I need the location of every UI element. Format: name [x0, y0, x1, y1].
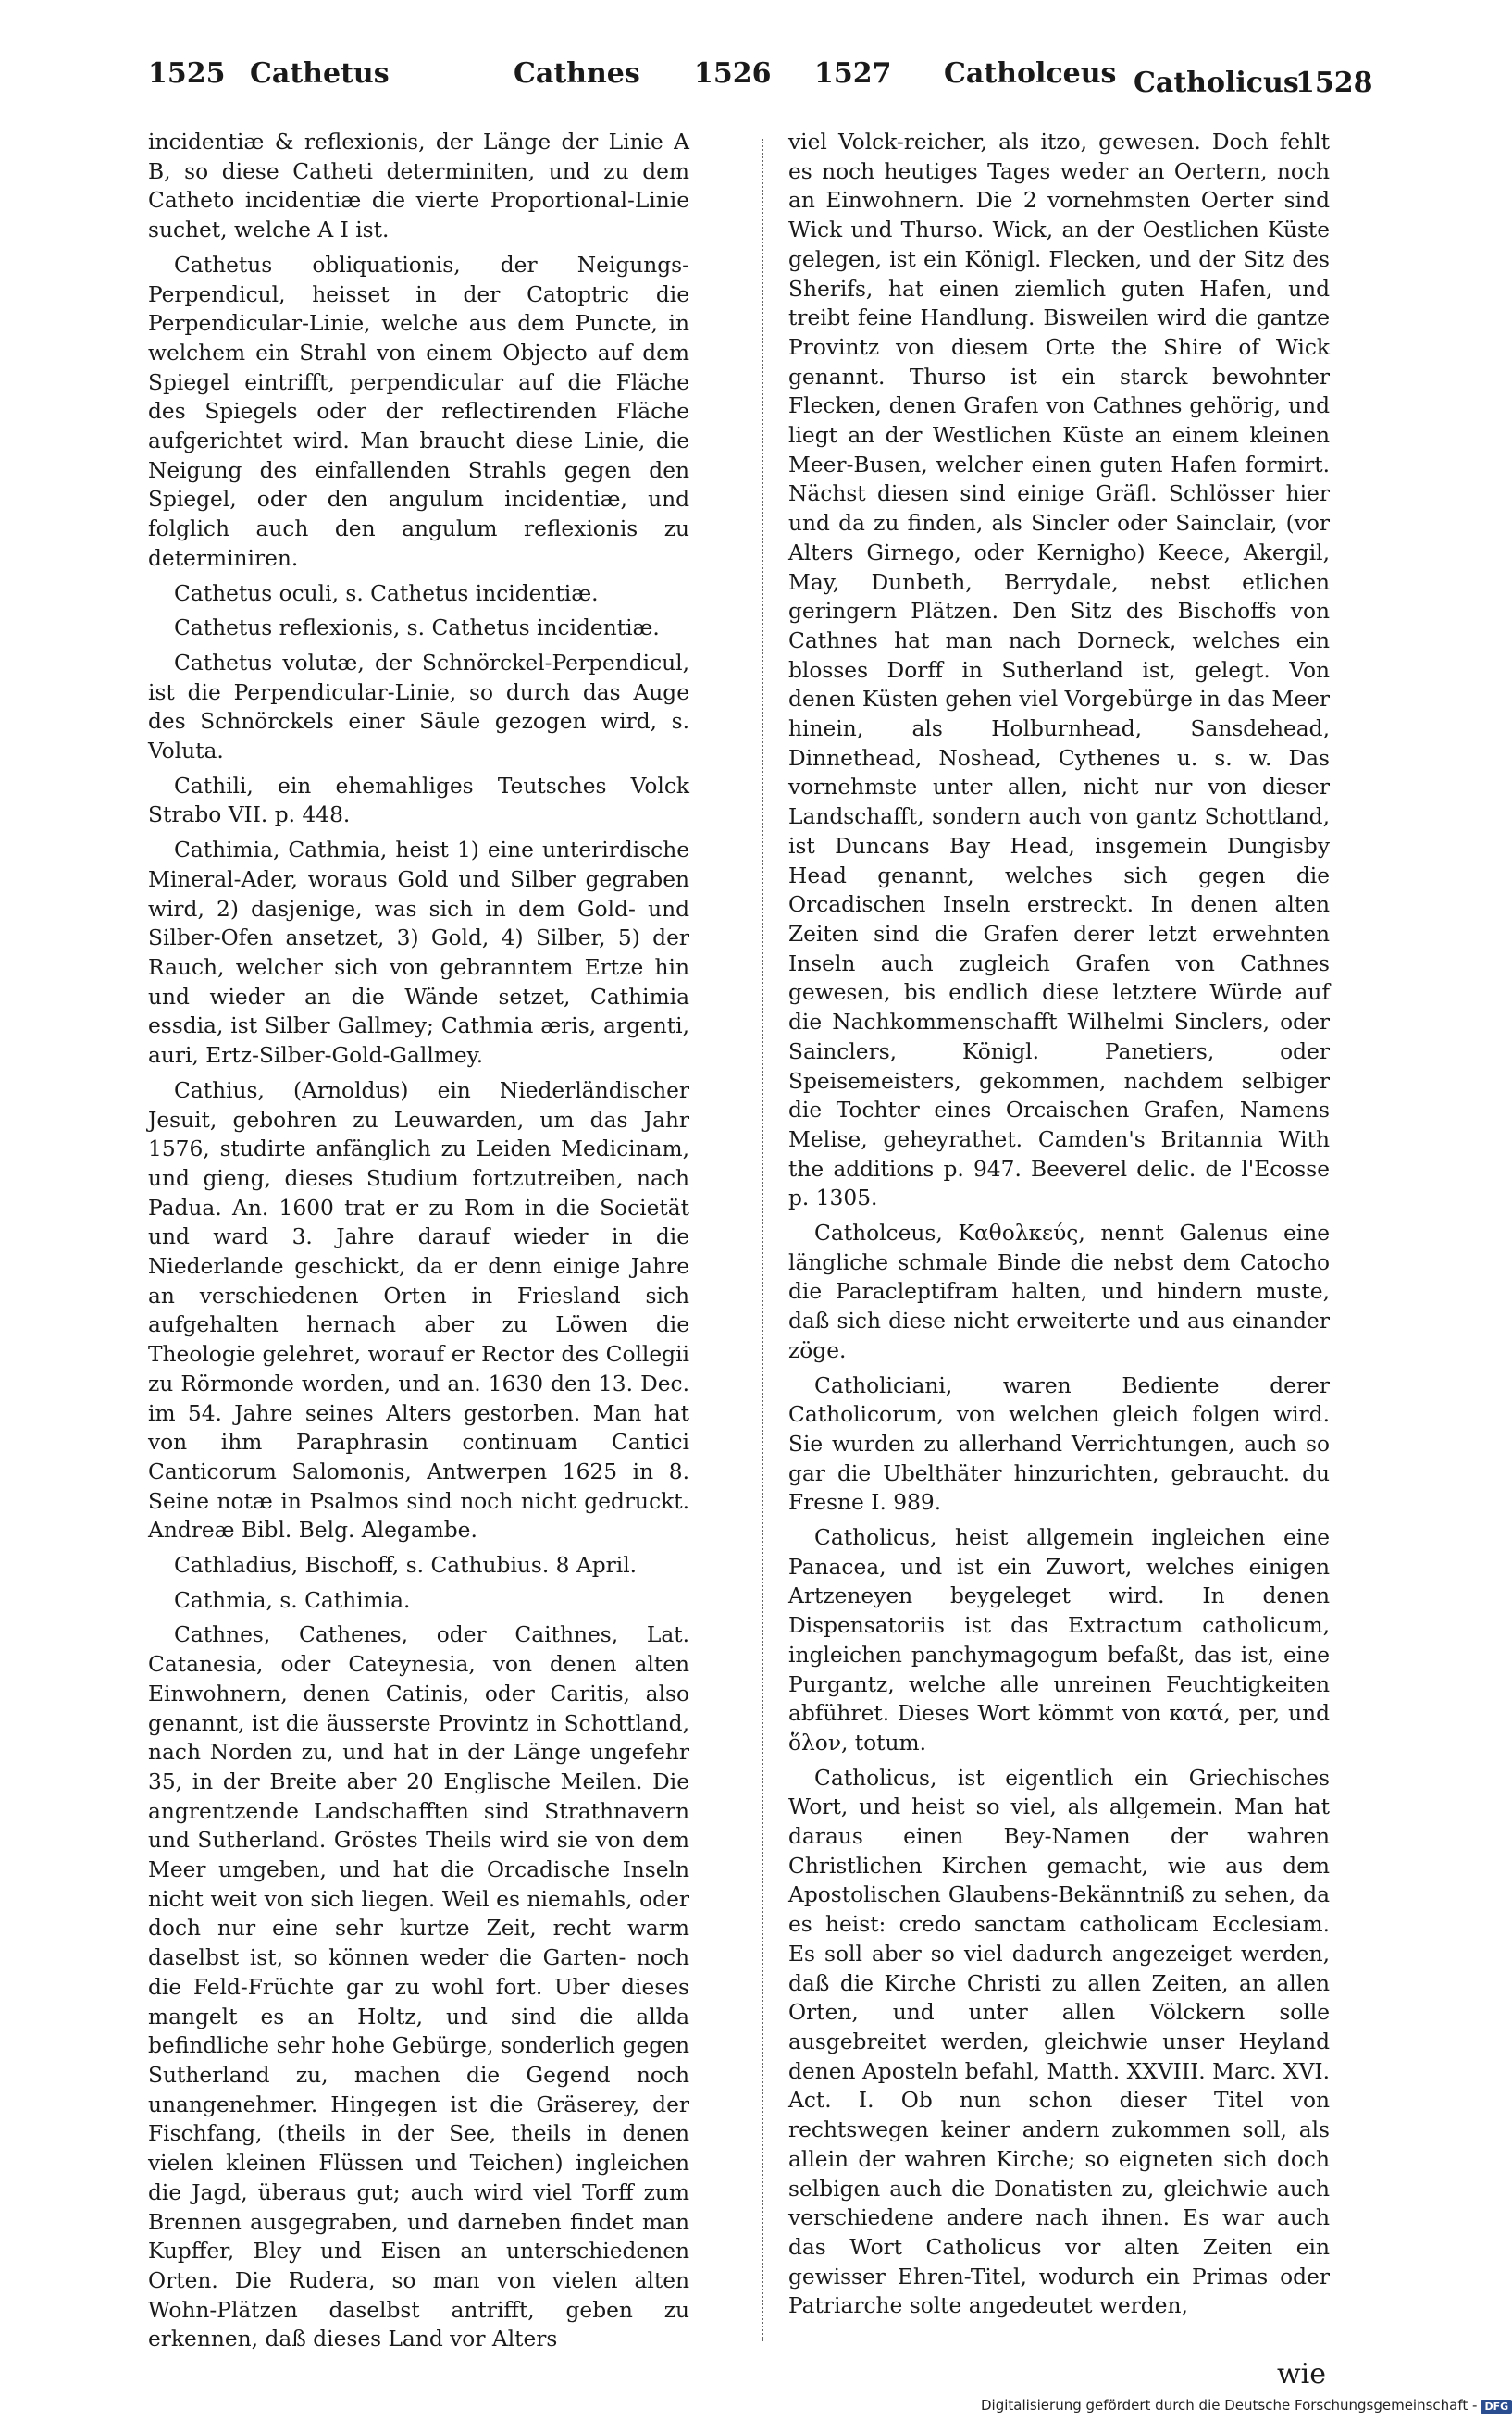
- running-header: [148, 57, 1373, 113]
- column-divider: [762, 139, 763, 2341]
- header-word-mid2: Catholceus: [944, 57, 1117, 90]
- dfg-logo: DFG: [1481, 2400, 1512, 2414]
- page-number-mid2: 1527: [814, 57, 892, 90]
- entry-paragraph: Cathladius, Bischoff, s. Cathubius. 8 April.: [174, 1553, 638, 1579]
- entry-paragraph: Cathius, (Arnoldus) ein Niederländischer Jesuit, gebohren zu Leuwarden, um das Jahr 1576, studirte anfänglich zu Leiden Medicinam, und gieng, dieses Studium fortzutreiben, nach Padua. An. 1600 trat er zu Rom in die Societät und ward 3. Jahre darauf wieder in die Niederlande geschickt, da er denn einige Jahre an verschiedenen Orten in Friesland sich aufgehalten hernach aber zu Löwen die Theologie gelehret, worauf er Rector des Collegii zu Rörmonde worden, und an. 1630 den 13. Dec. im 54. Jahre seines Alters gestorben. Man hat von ihm Paraphrasin continuam Cantici Canticorum Salomonis, Antwerpen 1625 in 8. Seine notæ in Psalmos sind noch nicht gedruckt. Andreæ Bibl. Belg. Alegambe.: [148, 1077, 689, 1544]
- entry-paragraph: Cathnes, Cathenes, oder Caithnes, Lat. Catanesia, oder Cateynesia, von denen alten Einwohnern, denen Catinis, oder Caritis, also genannt, ist die äusserste Provintz in Schottland, nach Norden zu, und hat in der Länge ungefehr 35, in der Breite aber 20 Englische Meilen. Die angrentzende Landschafften sind Strathnavern und Sutherland. Gröstes Theils wird sie von dem Meer umgeben, und hat die Orcadische Inseln nicht weit von sich liegen. Weil es niemahls, oder doch nur eine sehr kurtze Zeit, recht warm daselbst ist, so können weder die Garten- noch die Feld-Früchte gar zu wohl fort. Uber dieses mangelt es an Holtz, und sind die allda befindliche sehr hohe Gebürge, sonderlich gegen Sutherland zu, machen die Gegend noch unangenehmer. Hingegen ist die Gräserey, der Fischfang, (theils in der See, theils in denen vielen kleinen Flüssen und Teichen) ingleichen die Jagd, überaus gut; auch wird viel Torff zum Brennen ausgegraben, und darneben findet man Kupffer, Bley und Eisen an unterschiedenen Orten. Die Rudera, so man von vielen alten Wohn-Plätzen daselbst antrifft, geben zu erkennen, daß dieses Land vor Alters: [148, 1622, 689, 2352]
- entry-paragraph: Cathetus obliquationis, der Neigungs-Perpendicul, heisset in der Catoptric die Perpendicular-Linie, welche aus dem Puncte, in welchem ein Strahl von einem Objecto auf dem Spiegel eintrifft, perpendicular auf die Fläche des Spiegels oder der reflectirenden Fläche aufgerichtet wird. Man braucht diese Linie, die Neigung des einfallenden Strahls gegen den Spiegel, oder den angulum incidentiæ, und folglich auch den angulum reflexionis zu determiniren.: [148, 252, 689, 571]
- entry-paragraph: Cathmia, s. Cathimia.: [174, 1587, 411, 1613]
- entry-paragraph: Catholiciani, waren Bediente derer Catholicorum, von welchen gleich folgen wird. Sie wurden zu allerhand Verrichtungen, auch so gar die Ubelthäter hinzurichten, gebraucht. du Fresne I. 989.: [788, 1372, 1330, 1516]
- catchword: wie: [1277, 2358, 1327, 2390]
- entry-paragraph: Cathetus reflexionis, s. Cathetus incidentiæ.: [174, 615, 660, 641]
- entry-paragraph: Cathetus oculi, s. Cathetus incidentiæ.: [174, 580, 599, 606]
- entry-paragraph: Cathimia, Cathmia, heist 1) eine unterirdische Mineral-Ader, woraus Gold und Silber gegraben wird, 2) dasjenige, was sich in dem Gold- und Silber-Ofen ansetzet, 3) Gold, 4) Silber, 5) der Rauch, welcher sich von gebranntem Ertze hin und wieder an die Wände setzet, Cathimia essdia, ist Silber Gallmey; Cathmia æris, argenti, auri, Ertz-Silber-Gold-Gallmey.: [148, 838, 689, 1069]
- right-column: [788, 128, 1330, 2358]
- entry-paragraph: Catholicus, heist allgemein ingleichen eine Panacea, und ist ein Zuwort, welches einigen Artzeneyen beygeleget wird. In denen Dispensatoriis ist das Extractum catholicum, ingleichen panchymagogum befaßt, das ist, eine Purgantz, welche alle unreinen Feuchtigkeiten abführet. Dieses Wort kömmt von κατά, per, und ὅλον, totum.: [788, 1525, 1330, 1756]
- header-word-mid1: Cathnes: [514, 57, 640, 90]
- header-word-left: Cathetus: [250, 57, 390, 90]
- entry-paragraph: Cathetus volutæ, der Schnörckel-Perpendicul, ist die Perpendicular-Linie, so durch das Auge des Schnörckels einer Säule gezogen wird, s. Voluta.: [148, 650, 689, 764]
- footer-text: Digitalisierung gefördert durch die Deutsche Forschungsgemeinschaft -: [981, 2397, 1478, 2414]
- page-number-left: 1525: [148, 57, 226, 90]
- entry-paragraph: viel Volck-reicher, als itzo, gewesen. Doch fehlt es noch heutiges Tages weder an Oertern, noch an Einwohnern. Die 2 vornehmsten Oerter sind Wick und Thurso. Wick, an der Oestlichen Küste gelegen, ist ein Königl. Flecken, und der Sitz des Sherifs, hat einen ziemlich guten Hafen, und treibt feine Handlung. Bisweilen wird die gantze Provintz von diesem Orte the Shire of Wick genannt. Thurso ist ein starck bewohnter Flecken, denen Grafen von Cathnes gehörig, und liegt an der Westlichen Küste an einem kleinen Meer-Busen, welcher einen guten Hafen formirt. Nächst diesen sind einige Gräfl. Schlösser hier und da zu finden, als Sincler oder Sainclair, (vor Alters Girnego, oder Kernigho) Keece, Akergil, May, Dunbeth, Berrydale, nebst etlichen geringern Plätzen. Den Sitz des Bischoffs von Cathnes hat man nach Dorneck, welches ein blosses Dorff in Sutherland ist, gelegt. Von denen Küsten gehen viel Vorgebürge in das Meer hinein, als Holburnhead, Sansdehead, Dinnethead, Noshead, Cythenes u. s. w. Das vornehmste unter allen, nicht nur von dieser Landschafft, sondern auch von gantz Schottland, ist Duncans Bay Head, insgemein Dungisby Head genannt, welches sich gegen die Orcadischen Inseln erstreckt. In denen alten Zeiten sind die Grafen derer letzt erwehnten Inseln auch zugleich Grafen von Cathnes gewesen, bis endlich diese letztere Würde auf die Nachkommenschafft Wilhelmi Sinclers, oder Sainclers, Königl. Panetiers, oder Speisemeisters, gekommen, nachdem selbiger die Tochter eines Orcaischen Grafen, Namens Melise, geheyrathet. Camden's Britannia With the additions p. 947. Beeverel delic. de l'Ecosse p. 1305.: [788, 130, 1330, 1211]
- page-number-mid: 1526: [694, 57, 772, 90]
- footer-credit: [981, 2397, 1512, 2414]
- header-word-right: Catholicus: [1134, 67, 1299, 99]
- entry-paragraph: Cathili, ein ehemahliges Teutsches Volck Strabo VII. p. 448.: [148, 773, 689, 828]
- entry-paragraph: incidentiæ & reflexionis, der Länge der Linie A B, so diese Catheti determiniten, und zu dem Catheto incidentiæ die vierte Proportional-Linie suchet, welche A I ist.: [148, 130, 689, 243]
- page-number-right: 1528: [1295, 67, 1373, 99]
- left-column: [148, 128, 689, 2358]
- entry-paragraph: Catholceus, Καθολκεύς, nennt Galenus eine längliche schmale Binde die nebst dem Catocho die Paracleptifram halten, und hindern muste, daß sich diese nicht erweiterte und aus einander zöge.: [788, 1221, 1330, 1363]
- entry-paragraph: Catholicus, ist eigentlich ein Griechisches Wort, und heist so viel, als allgemein. Man hat daraus einen Bey-Namen der wahren Christlichen Kirchen gemacht, wie aus dem Apostolischen Glaubens-Bekänntniß zu sehen, da es heist: credo sanctam catholicam Ecclesiam. Es soll aber so viel dadurch angezeiget werden, daß die Kirche Christi zu allen Zeiten, an allen Orten, und unter allen Völckern solle ausgebreitet werden, gleichwie unser Heyland denen Aposteln befahl, Matth. XXVIII. Marc. XVI. Act. I. Ob nun schon dieser Titel von rechtswegen keiner andern zukommen soll, als allein der wahren Kirche; so eigneten sich doch selbigen auch die Donatisten zu, gleichwie auch verschiedene andere nach ihnen. Es war auch das Wort Catholicus vor alten Zeiten ein gewisser Ehren-Titel, wodurch ein Primas oder Patriarche solte angedeutet werden,: [788, 1765, 1330, 2319]
